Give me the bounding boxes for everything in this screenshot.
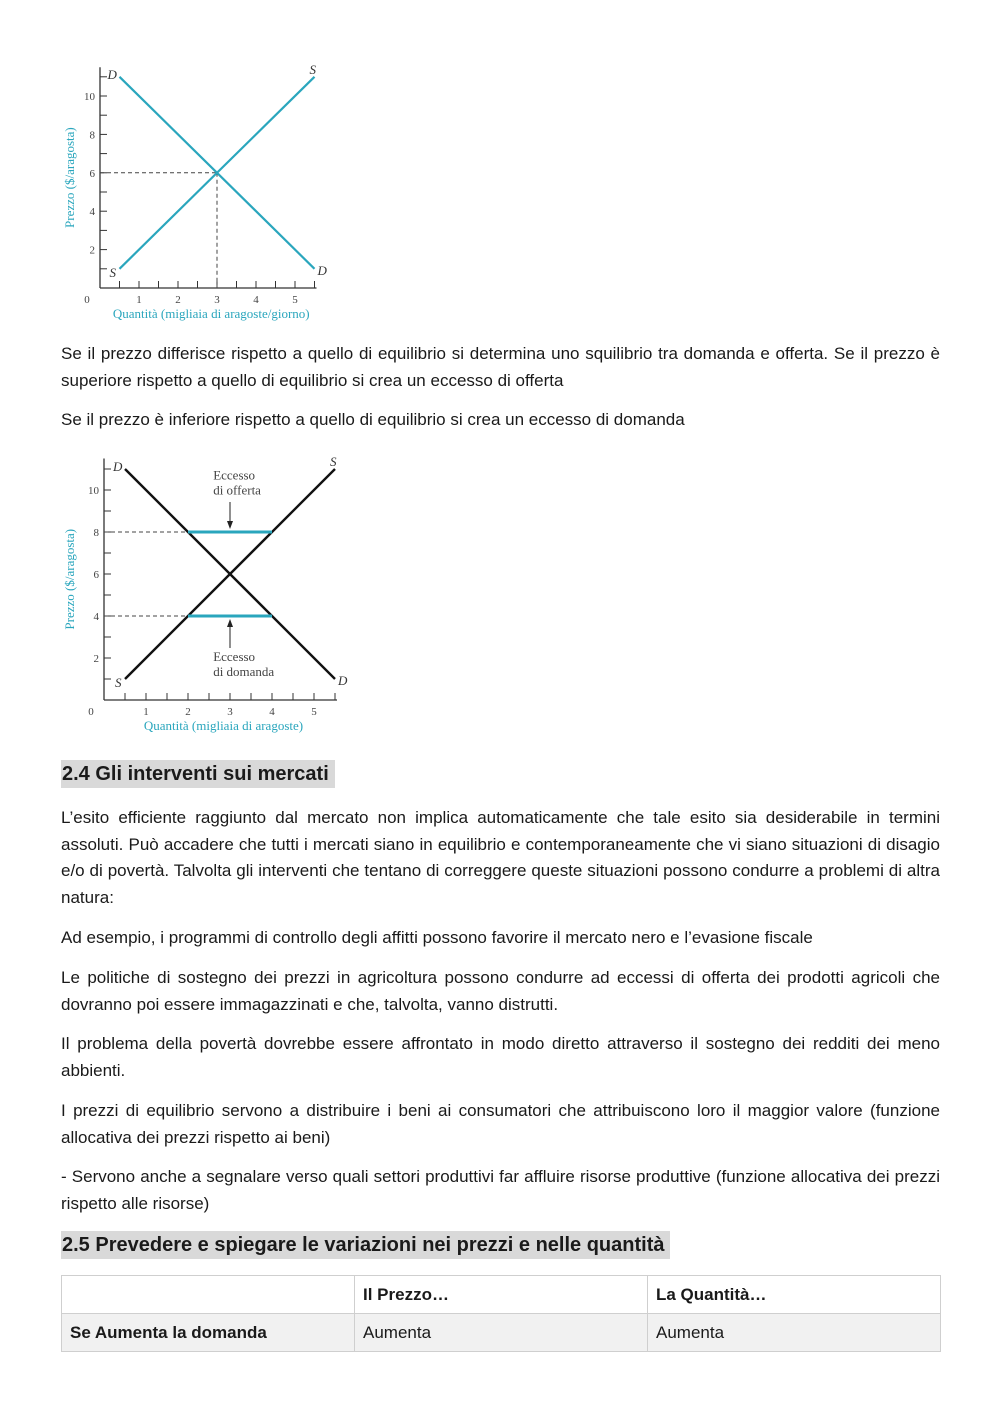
table-header-cell: La Quantità…: [648, 1276, 941, 1314]
y-tick-label: 6: [89, 167, 95, 180]
x-tick-label: 0: [88, 706, 94, 718]
x-tick-label: 3: [214, 294, 220, 306]
table-cell: Aumenta: [355, 1314, 648, 1352]
demand-label: D: [317, 262, 327, 278]
x-tick-label: 3: [227, 706, 233, 718]
y-axis-label: Prezzo ($/aragosta): [62, 127, 77, 228]
paragraph-disequilibrium: Se il prezzo differisce rispetto a quello di equilibrio si determina uno squilibrio tra domanda e offerta. Se il prezzo è superiore rispetto a quello di equilibrio si crea un eccesso di offerta: [61, 344, 940, 390]
excess-supply-label: di offerta: [213, 482, 261, 498]
y-axis-label: Prezzo ($/aragosta): [62, 528, 77, 630]
y-tick-label: 2: [89, 244, 95, 257]
excess-demand-label: Eccesso: [213, 648, 256, 664]
excess-demand-label: di domanda: [213, 663, 275, 679]
equilibrium-chart: [60, 62, 340, 327]
supply-label: S: [109, 264, 116, 280]
paragraph-rent-control: Ad esempio, i programmi di controllo degli affitti possono favorire il mercato nero e l’evasione fiscale: [61, 928, 813, 947]
excess-demand-arrowhead: [227, 619, 233, 627]
y-tick-label: 4: [93, 611, 99, 623]
x-tick-label: 4: [269, 706, 275, 718]
x-axis-label: Quantità (migliaia di aragoste/giorno): [112, 306, 310, 321]
x-tick-label: 5: [292, 294, 298, 306]
section-heading-2-5: 2.5 Prevedere e spiegare le variazioni nei prezzi e nelle quantità: [61, 1231, 670, 1259]
section-heading-2-4: 2.4 Gli interventi sui mercati: [61, 760, 335, 788]
y-tick-label: 8: [89, 129, 95, 142]
excess-chart-svg: [60, 455, 360, 743]
paragraph-poverty: Il problema della povertà dovrebbe essere affrontato in modo diretto attraverso il sostegno dei redditi dei meno abbienti.: [61, 1034, 940, 1080]
x-tick-label: 5: [311, 706, 317, 718]
paragraph-resources: - Servono anche a segnalare verso quali settori produttivi far affluire risorse produttive (funzione allocativa dei prezzi rispetto alle risorse): [61, 1167, 940, 1213]
demand-label: D: [113, 459, 123, 474]
x-tick-label: 1: [143, 706, 149, 718]
paragraph-excess-demand: Se il prezzo è inferiore rispetto a quello di equilibrio si crea un eccesso di domanda: [61, 410, 685, 429]
paragraph-equilibrium-prices: I prezzi di equilibrio servono a distribuire i beni ai consumatori che attribuiscono loro il maggior valore (funzione allocativa dei prezzi rispetto ai beni): [61, 1101, 940, 1147]
paragraph-agriculture: Le politiche di sostegno dei prezzi in agricoltura possono condurre ad eccessi di offerta dei prodotti agricoli che dovranno poi essere immagazzinati e che, talvolta, vanno distrutti.: [61, 968, 940, 1014]
y-tick-label: 6: [93, 569, 99, 581]
paragraph-efficient-outcome: L’esito efficiente raggiunto dal mercato non implica automaticamente che tale esito sia desiderabile in termini assoluti. Può accadere che tutti i mercati siano in equilibrio e contemporaneamente che vi siano situazioni di disagio e/o di povertà. Talvolta gli interventi che tentano di correggere queste situazioni possono condurre a problemi di altra natura:: [61, 808, 940, 907]
supply-label: S: [309, 62, 316, 77]
price-quantity-table: [61, 1275, 941, 1352]
table-cell: Aumenta: [648, 1314, 941, 1352]
x-tick-label: 2: [175, 294, 181, 306]
table-header-cell: [62, 1276, 355, 1314]
excess-chart: [60, 455, 360, 743]
x-tick-label: 4: [253, 294, 259, 306]
supply-label: S: [115, 675, 122, 690]
x-axis-label: Quantità (migliaia di aragoste): [143, 718, 304, 733]
excess-supply-arrowhead: [227, 521, 233, 529]
x-tick-label: 2: [185, 706, 191, 718]
demand-label: D: [107, 66, 117, 82]
y-tick-label: 8: [93, 527, 99, 539]
table-cell: Se Aumenta la domanda: [62, 1314, 355, 1352]
y-tick-label: 2: [93, 653, 99, 665]
y-tick-label: 10: [84, 91, 95, 103]
supply-label: S: [330, 455, 337, 469]
y-tick-label: 10: [88, 485, 99, 497]
y-tick-label: 4: [89, 206, 95, 219]
equilibrium-chart-svg: [60, 62, 340, 327]
table-header-row: [62, 1276, 941, 1314]
x-tick-label: 1: [136, 294, 142, 306]
excess-supply-label: Eccesso: [213, 467, 256, 483]
table-row: [62, 1314, 941, 1352]
demand-label: D: [338, 673, 348, 688]
x-tick-label: 0: [84, 294, 90, 306]
table-header-cell: Il Prezzo…: [355, 1276, 648, 1314]
